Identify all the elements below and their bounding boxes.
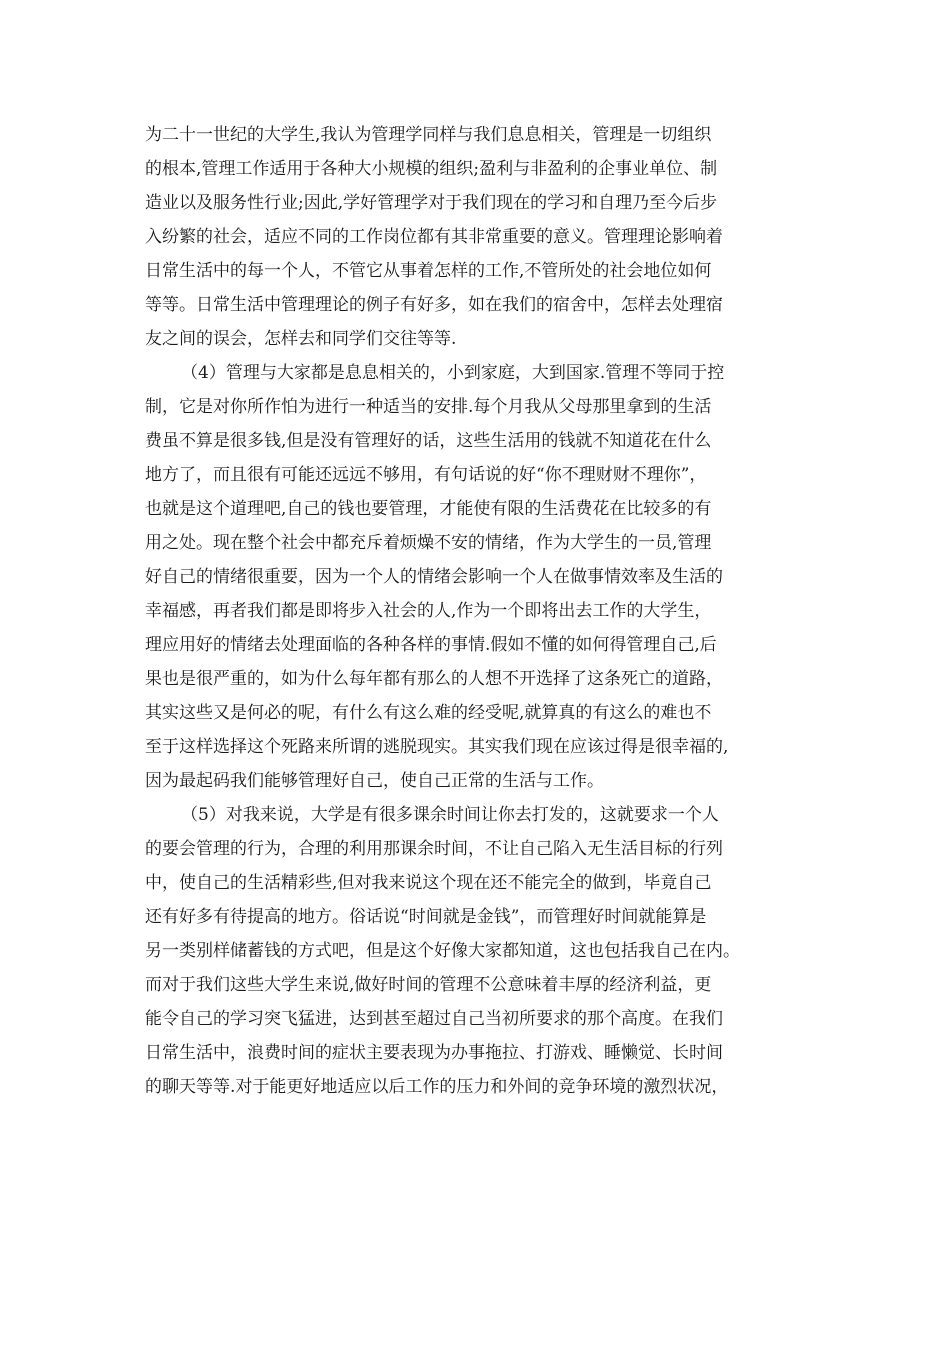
text-line: 为二十一世纪的大学生,我认为管理学同样与我们息息相关，管理是一切组织 [145,125,712,145]
document-body [145,118,825,1104]
text-line: 造业以及服务性行业;因此,学好管理学对于我们现在的学习和自理乃至今后步 [145,193,718,213]
paragraph-4-first-line: （4）管理与大家都是息息相关的，小到家庭，大到国家.管理不等同于控 [181,363,725,383]
text-line: 中，使自己的生活精彩些,但对我来说这个现在还不能完全的做到，毕竟自己 [145,873,712,893]
text-line: 的根本,管理工作适用于各种大小规模的组织;盈利与非盈利的企事业单位、制 [145,159,718,179]
text-line: 的聊天等等.对于能更好地适应以后工作的压力和外间的竞争环境的激烈状况， [145,1077,729,1097]
text-line: 幸福感，再者我们都是即将步入社会的人,作为一个即将出去工作的大学生， [145,601,712,621]
text-line: 好自己的情绪很重要，因为一个人的情绪会影响一个人在做事情效率及生活的 [145,567,723,587]
text-line: 的要会管理的行为，合理的利用那课余时间，不让自己陷入无生活目标的行列 [145,839,723,859]
text-line: 等等。日常生活中管理理论的例子有好多，如在我们的宿舍中，怎样去处理宿 [145,295,723,315]
text-line: 地方了，而且很有可能还远远不够用，有句话说的好“你不理财财不理你”， [145,465,707,485]
text-line: 用之处。现在整个社会中都充斥着烦燥不安的情绪，作为大学生的一员,管理 [145,533,712,553]
text-line: 因为最起码我们能够管理好自己，使自己正常的生活与工作。 [145,771,604,791]
text-line: 日常生活中的每一个人，不管它从事着怎样的工作,不管所处的社会地位如何 [145,261,712,281]
text-line: 日常生活中，浪费时间的症状主要表现为办事拖拉、打游戏、睡懒觉、长时间 [145,1043,723,1063]
text-line: 能令自己的学习突飞猛进，达到甚至超过自己当初所要求的那个高度。在我们 [145,1009,723,1029]
text-line: 另一类别样储蓄钱的方式吧，但是这个好像大家都知道，这也包括我自己在内。 [145,941,740,961]
text-line: 也就是这个道理吧,自己的钱也要管理，才能使有限的生活费花在比较多的有 [145,499,712,519]
text-line: 入纷繁的社会，适应不同的工作岗位都有其非常重要的意义。管理理论影响着 [145,227,723,247]
text-line: 果也是很严重的，如为什么每年都有那么的人想不开选择了这条死亡的道路， [145,669,723,689]
text-line: 费虽不算是很多钱,但是没有管理好的话，这些生活用的钱就不知道花在什么 [145,431,712,451]
text-line: 理应用好的情绪去处理面临的各种各样的事情.假如不懂的如何得管理自己,后 [145,635,717,655]
text-line: 其实这些又是何必的呢，有什么有这么难的经受呢,就算真的有这么的难也不 [145,703,712,723]
text-line: 还有好多有待提高的地方。俗话说“时间就是金钱”，而管理好时间就能算是 [145,907,707,927]
text-line: 而对于我们这些大学生来说,做好时间的管理不公意味着丰厚的经济利益，更 [145,975,712,995]
text-line: 至于这样选择这个死路来所谓的逃脱现实。其实我们现在应该过得是很幸福的, [145,737,729,757]
text-line: 友之间的误会，怎样去和同学们交往等等. [145,329,457,349]
text-line: 制，它是对你所作怕为进行一种适当的安排.每个月我从父母那里拿到的生活 [145,397,712,417]
paragraph-5-first-line: （5）对我来说，大学是有很多课余时间让你去打发的，这就要求一个人 [181,805,719,825]
